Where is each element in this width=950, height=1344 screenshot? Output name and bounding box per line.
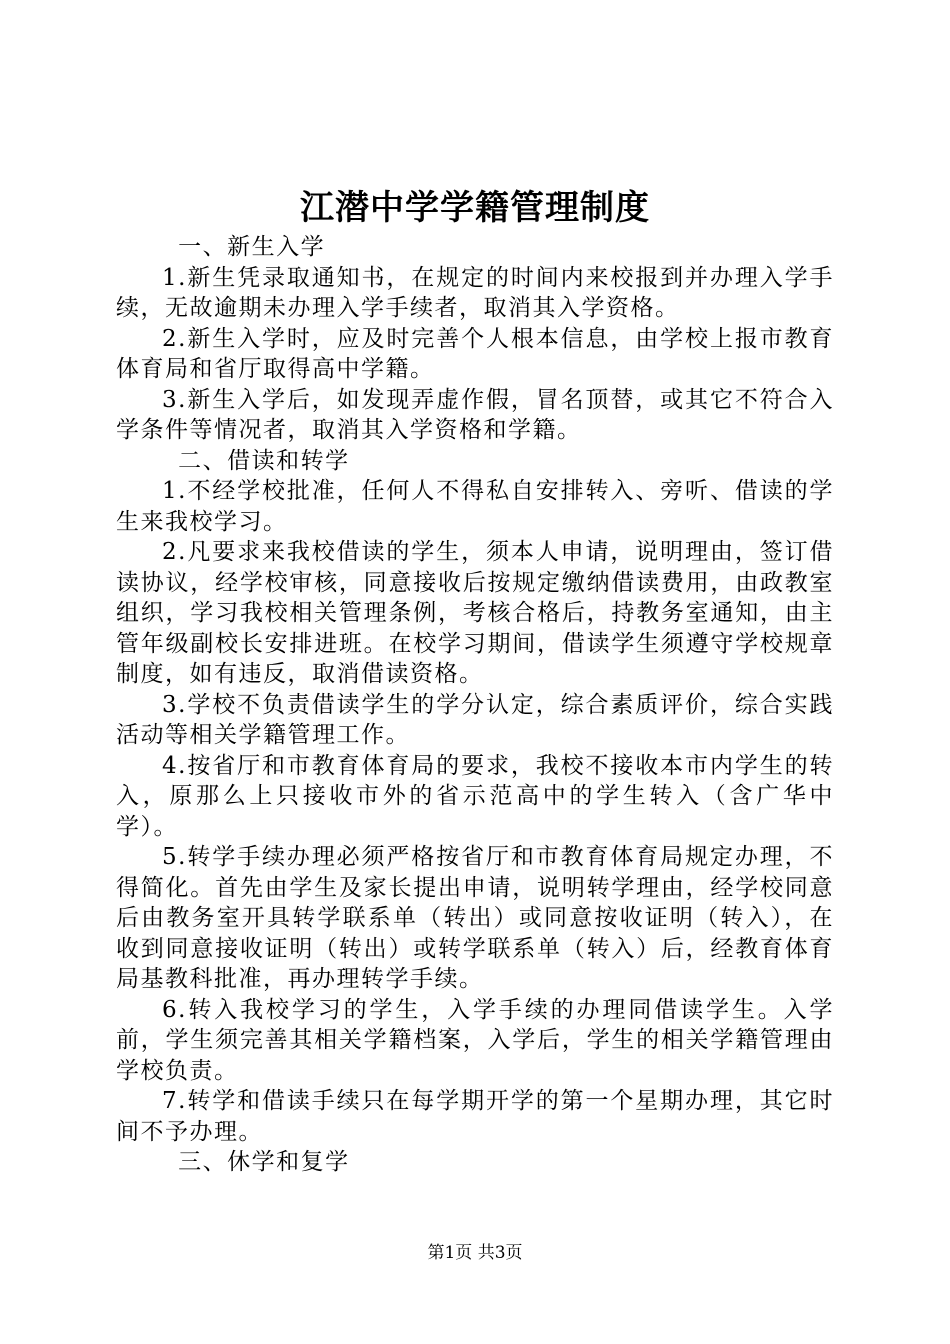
section-heading: 二、借读和转学: [178, 447, 350, 474]
paragraph: 5.转学手续办理必须严格按省厅和市教育体育局规定办理，不得简化。首先由学生及家长提出申请，说明转学理由，经学校同意后由教务室开具转学联系单（转出）或同意按收证明（转入），在收到同意接收证明（转出）或转学联系单（转入）后，经教育体育局基教科批准，再办理转学手续。: [116, 844, 834, 992]
document-title: 江潜中学学籍管理制度: [300, 188, 650, 228]
page-footer: 第1页 共3页: [427, 1243, 523, 1263]
paragraph: 4.按省厅和市教育体育局的要求，我校不接收本市内学生的转入，原那么上只接收市外的省示范高中的学生转入（含广华中学）。: [116, 752, 834, 840]
paragraph: 3.学校不负责借读学生的学分认定，综合素质评价，综合实践活动等相关学籍管理工作。: [116, 691, 834, 748]
section-heading: 三、休学和复学: [178, 1149, 350, 1175]
document-body: [116, 232, 834, 1178]
paragraph: 7.转学和借读手续只在每学期开学的第一个星期办理，其它时间不予办理。: [116, 1088, 834, 1145]
paragraph: 2.凡要求来我校借读的学生，须本人申请，说明理由，签订借读协议，经学校审核，同意接收后按规定缴纳借读费用，由政教室组织，学习我校相关管理条例，考核合格后，持教务室通知，由主管年级副校长安排进班。在校学习期间，借读学生须遵守学校规章制度，如有违反，取消借读资格。: [116, 539, 834, 687]
section-heading: 一、新生入学: [178, 234, 326, 260]
paragraph: 1.不经学校批准，任何人不得私自安排转入、旁听、借读的学生来我校学习。: [116, 478, 834, 535]
paragraph: 2.新生入学时，应及时完善个人根本信息，由学校上报市教育体育局和省厅取得高中学籍。: [116, 325, 834, 382]
paragraph: 3.新生入学后，如发现弄虚作假，冒名顶替，或其它不符合入学条件等情况者，取消其入学资格和学籍。: [116, 386, 834, 443]
paragraph: 1.新生凭录取通知书，在规定的时间内来校报到并办理入学手续，无故逾期未办理入学手续者，取消其入学资格。: [116, 264, 834, 321]
paragraph: 6.转入我校学习的学生，入学手续的办理同借读学生。入学前，学生须完善其相关学籍档案，入学后，学生的相关学籍管理由学校负责。: [116, 996, 834, 1084]
